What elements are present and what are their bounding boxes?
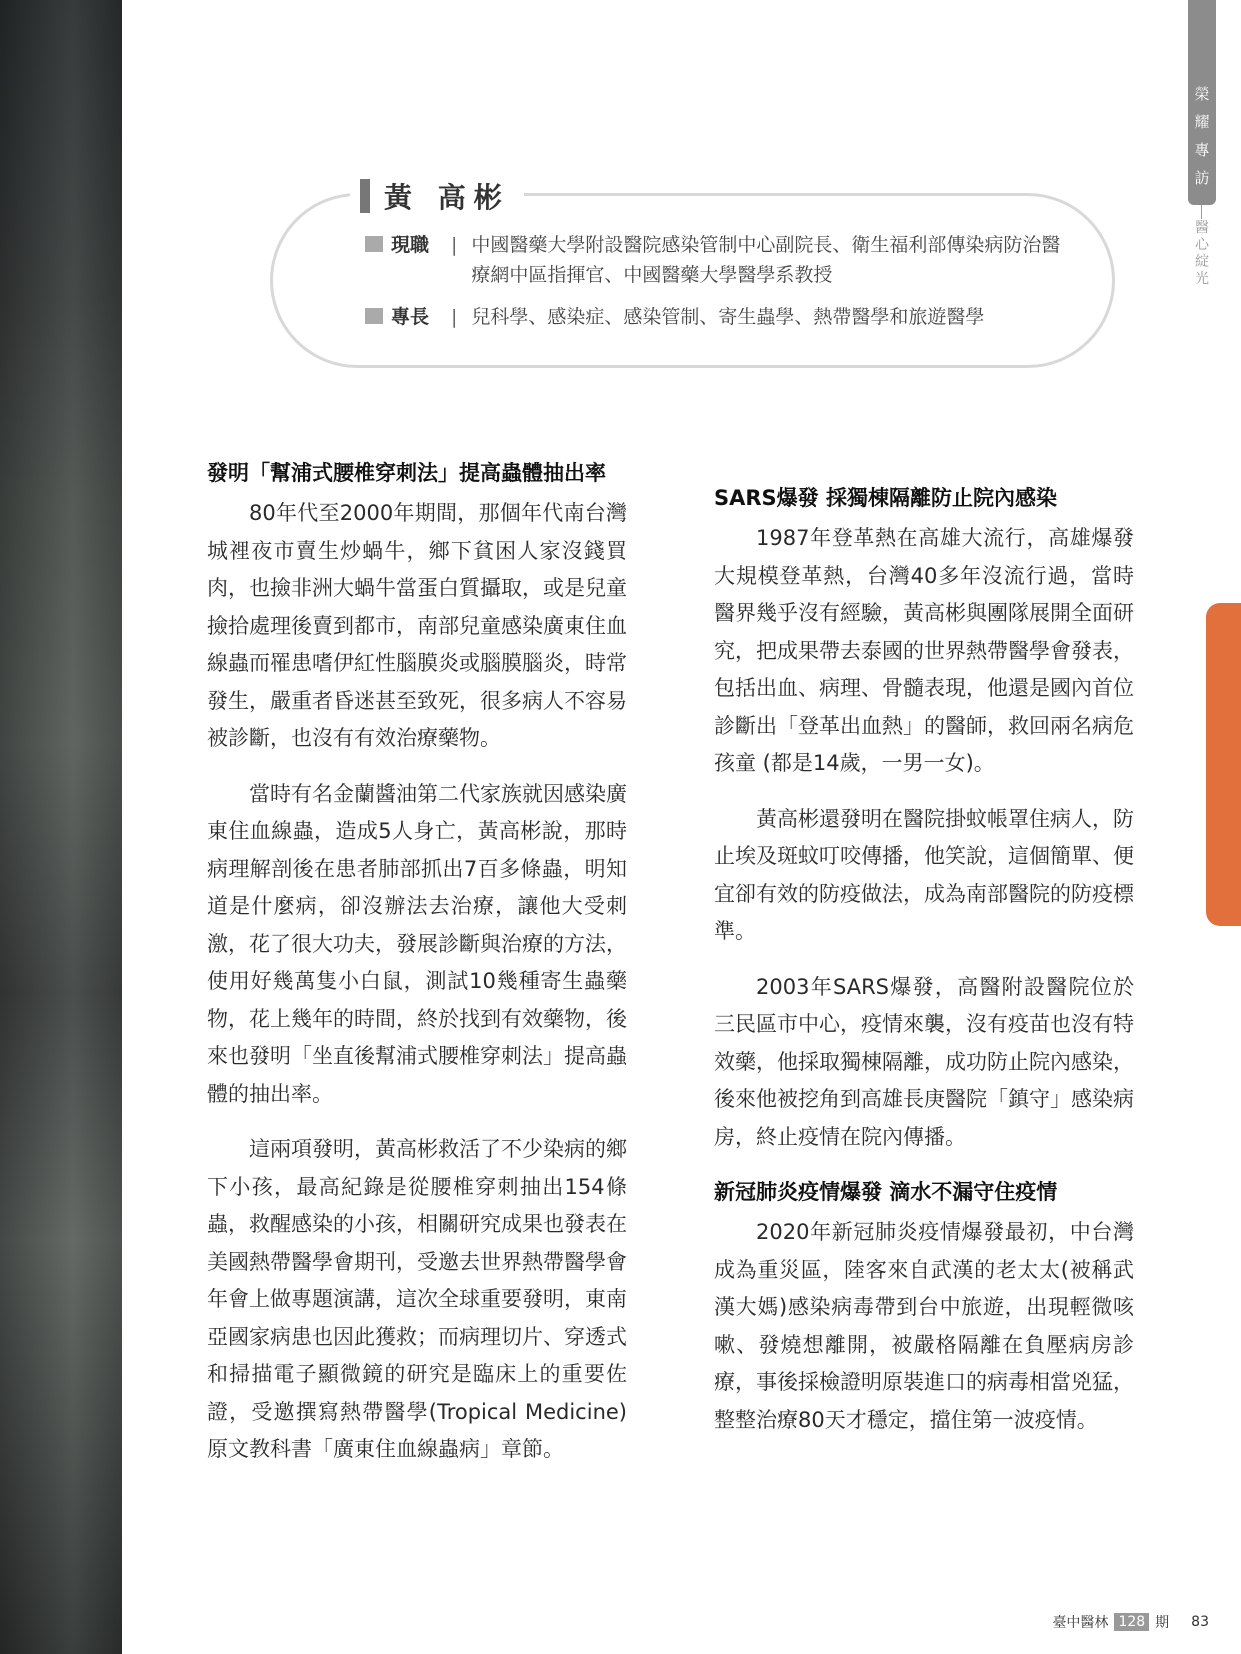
- specialty-label: 專長: [391, 306, 430, 328]
- profile-specialty-row: [365, 302, 1071, 332]
- section-tab-label: 榮 耀 專 訪: [1194, 85, 1210, 187]
- section-divider: [1201, 205, 1202, 219]
- issue-number: 128: [1114, 1613, 1149, 1631]
- paragraph: 1987年登革熱在高雄大流行，高雄爆發大規模登革熱，台灣40多年沒流行過，當時醫界幾乎沒有經驗，黃高彬與團隊展開全面研究，把成果帶去泰國的世界熱帶醫學會發表，包括出血、病理、骨髓表現，他還是國內首位診斷出「登革出血熱」的醫師，救回兩名病危孩童 (都是14歲，一男一女)。: [714, 526, 1134, 775]
- magazine-name: 臺中醫林: [1052, 1615, 1109, 1631]
- position-label: 現職: [391, 234, 430, 256]
- paragraph: 當時有名金蘭醬油第二代家族就因感染廣東住血線蟲，造成5人身亡，黃高彬說，那時病理解剖後在患者肺部抓出7百多條蟲，明知道是什麼病，卻沒辦法去治療，讓他大受刺激，花了很大功夫，發展診斷與治療的方法，使用好幾萬隻小白鼠，測試10幾種寄生蟲藥物，花上幾年的時間，終於找到有效藥物，後來也發明「坐直後幫浦式腰椎穿刺法」提高蟲體的抽出率。: [207, 781, 627, 1106]
- side-photo: [0, 0, 122, 1654]
- paragraph: 80年代至2000年期間，那個年代南台灣城裡夜市賣生炒蝸牛，鄉下貧困人家沒錢買肉，也撿非洲大蝸牛當蛋白質攝取，或是兒童撿拾處理後賣到都市，南部兒童感染廣東住血線蟲而罹患嗜伊紅性腦膜炎或腦膜腦炎，時常發生，嚴重者昏迷甚至致死，很多病人不容易被診斷，也沒有有效治療藥物。: [207, 501, 627, 750]
- bullet-square-icon: [365, 236, 383, 252]
- paragraph: 這兩項發明，黃高彬救活了不少染病的鄉下小孩，最高紀錄是從腰椎穿刺抽出154條蟲，救醒感染的小孩，相關研究成果也發表在美國熱帶醫學會期刊，受邀去世界熱帶醫學會年會上做專題演講，這次全球重要發明，東南亞國家病患也因此獲救；而病理切片、穿透式和掃描電子顯微鏡的研究是臨床上的重要佐證，受邀撰寫熱帶醫學(Tropical Medicine)原文教科書「廣東住血線蟲病」章節。: [207, 1137, 627, 1461]
- profile-name: 黃 高彬: [384, 181, 510, 214]
- profile-header: [350, 176, 524, 216]
- section-heading: SARS爆發 採獨棟隔離防止院內感染: [714, 486, 1057, 510]
- paragraph: 2020年新冠肺炎疫情爆發最初，中台灣成為重災區，陸客來自武漢的老太太(被稱武漢大媽)感染病毒帶到台中旅遊，出現輕微咳嗽、發燒想離開，被嚴格隔離在負壓病房診療，事後採檢證明原裝進口的病毒相當兇猛，整整治療80天才穩定，擋住第一波疫情。: [714, 1220, 1134, 1432]
- section-subtitle: 醫心綻光: [1195, 220, 1209, 287]
- paragraph: 黃高彬還發明在醫院掛蚊帳罩住病人，防止埃及斑蚊叮咬傳播，他笑說，這個簡單、便宜卻有效的防疫做法，成為南部醫院的防疫標準。: [714, 806, 1134, 943]
- section-heading: 新冠肺炎疫情爆發 滴水不漏守住疫情: [714, 1180, 1058, 1204]
- paragraph: 2003年SARS爆發，高醫附設醫院位於三民區市中心，疫情來襲，沒有疫苗也沒有特效藥，他採取獨棟隔離，成功防止院內感染，後來他被挖角到高雄長庚醫院「鎮守」感染病房，終止疫情在院內傳播。: [714, 974, 1134, 1149]
- specialty-separator: |: [451, 306, 458, 328]
- section-tab: [1188, 0, 1216, 205]
- bullet-square-icon: [365, 308, 383, 324]
- specialty-value: 兒科學、感染症、感染管制、寄生蟲學、熱帶醫學和旅遊醫學: [471, 306, 985, 328]
- profile-position-row: [365, 230, 1071, 290]
- name-bar: [360, 179, 370, 213]
- section-heading: 發明「幫浦式腰椎穿刺法」提高蟲體抽出率: [207, 461, 606, 485]
- left-column: [207, 455, 627, 1487]
- right-column: [714, 480, 1134, 1457]
- page-footer: [1052, 1612, 1209, 1632]
- page-number: 83: [1191, 1614, 1209, 1630]
- position-value: 中國醫藥大學附設醫院感染管制中心副院長、衛生福利部傳染病防治醫療網中區指揮官、中國醫藥大學醫學系教授: [471, 234, 1061, 286]
- orange-edge-tab: [1206, 603, 1241, 926]
- issue-suffix: 期: [1155, 1615, 1170, 1631]
- position-separator: |: [451, 234, 458, 256]
